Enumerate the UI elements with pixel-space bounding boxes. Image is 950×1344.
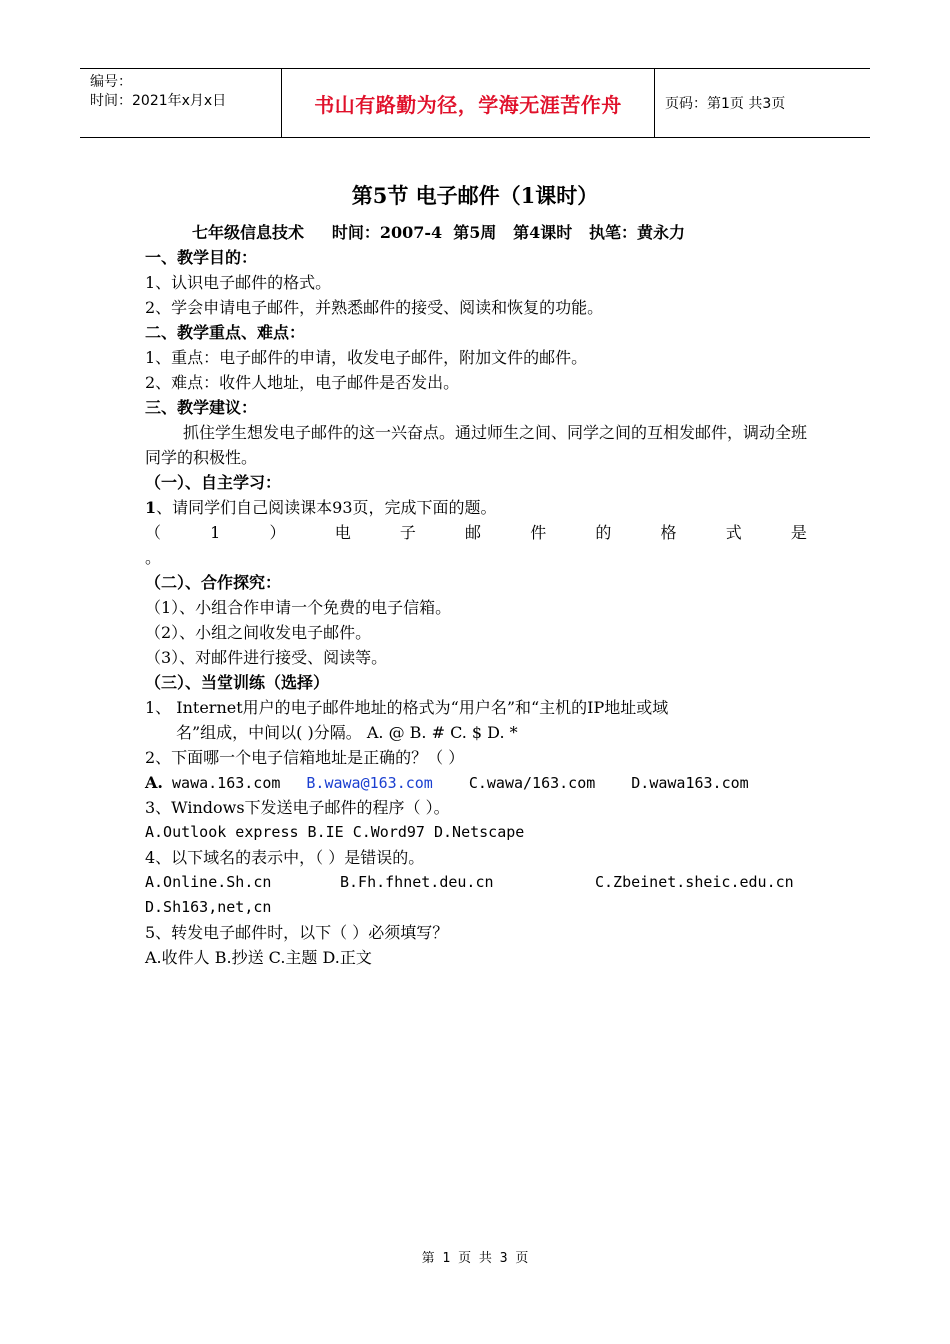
self-study-heading: （一）、自主学习： [145, 473, 282, 492]
key-point-1: 1、重点：电子邮件的申请，收发电子邮件，附加文件的邮件。 [145, 348, 588, 367]
option-b-email-link[interactable]: B.wawa@163.com [306, 774, 433, 792]
question-5-options: A.收件人 B.抄送 C.主题 D.正文 [145, 948, 372, 967]
key-point-2: 2、难点：收件人地址，电子邮件是否发出。 [145, 373, 460, 392]
question-2-options [145, 770, 807, 795]
q-char: 邮 [465, 523, 482, 542]
q-char: 格 [660, 523, 677, 542]
option-b: B.Fh.fhnet.deu.cn [340, 873, 494, 891]
coop-heading: （二）、合作探究： [145, 573, 282, 592]
coop-item-3: （3）、对邮件进行接受、阅读等。 [145, 648, 388, 667]
self-study-question-end: 。 [145, 548, 162, 567]
goal-2: 2、学会申请电子邮件，并熟悉邮件的接受、阅读和恢复的功能。 [145, 298, 604, 317]
self-study-question [145, 520, 807, 545]
key-heading: 二、教学重点、难点： [145, 323, 306, 342]
question-1-line-1: 1、 Internet用户的电子邮件地址的格式为“用户名”和“主机的IP地址或域 [145, 698, 669, 717]
document-body [145, 245, 807, 970]
goals-heading: 一、教学目的： [145, 248, 258, 267]
self-study-text: 、请同学们自己阅读课本93页，完成下面的题。 [156, 498, 497, 517]
practice-heading: （三）、当堂训练（选择） [145, 673, 330, 692]
q-char: 式 [725, 523, 742, 542]
coop-item-1: （1）、小组合作申请一个免费的电子信箱。 [145, 598, 452, 617]
date-label: 时间：2021年x月x日 [90, 93, 227, 109]
page-title: 第5节 电子邮件（1课时） [351, 183, 599, 208]
header-info-cell [80, 69, 282, 137]
q-char: 电 [334, 523, 351, 542]
option-a-letter: A. [145, 773, 163, 792]
option-c: C.Zbeinet.sheic.edu.cn [595, 873, 794, 891]
q-char: 的 [595, 523, 612, 542]
question-4-options [145, 870, 807, 895]
page-info: 页码：第1页 共3页 [665, 96, 786, 112]
self-study-instruction [145, 495, 807, 520]
option-a: A.Online.Sh.cn [145, 873, 272, 891]
advice-text: 抓住学生想发电子邮件的这一兴奋点。通过师生之间、同学之间的互相发邮件，调动全班同学的积极性。 [145, 423, 808, 467]
serial-label: 编号： [90, 74, 132, 90]
q-char: 1 [210, 523, 221, 542]
advice-heading: 三、教学建议： [145, 398, 258, 417]
question-3-options: A.Outlook express B.IE C.Word97 D.Netscape [145, 823, 525, 841]
option-c: C.wawa/163.com [468, 774, 596, 792]
q-char: 子 [399, 523, 416, 542]
question-2: 2、下面哪一个电子信箱地址是正确的？（ ） [145, 748, 465, 767]
motto: 书山有路勤为径，学海无涯苦作舟 [314, 92, 622, 117]
header-table [80, 68, 870, 138]
question-3: 3、Windows下发送电子邮件的程序（ ）。 [145, 798, 450, 817]
page-footer: 第 1 页 共 3 页 [421, 1251, 529, 1266]
header-motto-cell [282, 69, 655, 137]
q-char: （ [145, 523, 162, 542]
advice-paragraph [145, 420, 807, 470]
question-4: 4、以下域名的表示中，（ ）是错误的。 [145, 848, 425, 867]
question-1-line-2: 名”组成，中间以( )分隔。 A. @ B. # C. $ D. * [176, 723, 518, 742]
page-subtitle: 七年级信息技术 时间：2007-4 第5周 第4课时 执笔：黄永力 [192, 223, 685, 242]
coop-item-2: （2）、小组之间收发电子邮件。 [145, 623, 372, 642]
q-char: 是 [790, 523, 807, 542]
self-study-number: 1 [145, 498, 157, 517]
q-char: ） [269, 523, 286, 542]
question-4-option-d: D.Sh163,net,cn [145, 898, 272, 916]
goal-1: 1、认识电子邮件的格式。 [145, 273, 332, 292]
option-d: D.wawa163.com [631, 774, 749, 792]
option-a: wawa.163.com [162, 774, 281, 792]
question-5: 5、转发电子邮件时，以下（ ）必须填写？ [145, 923, 449, 942]
q-char: 件 [530, 523, 547, 542]
